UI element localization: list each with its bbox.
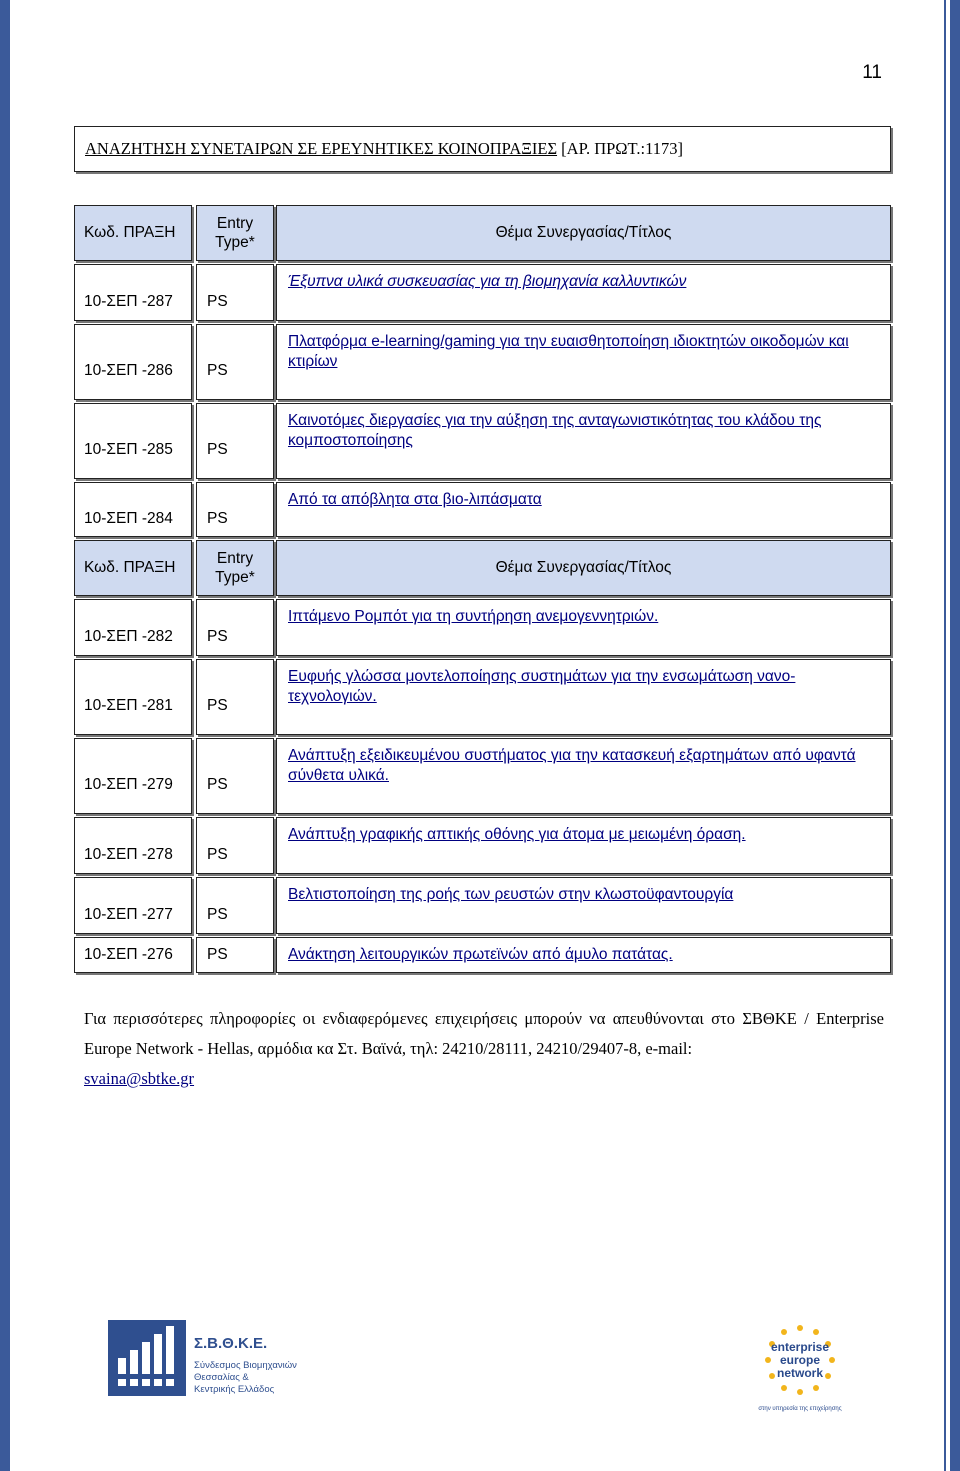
- row-code-label: 10-ΣΕΠ -277: [84, 905, 173, 923]
- row-code: [74, 324, 192, 400]
- sbtke-logo: [108, 1318, 318, 1398]
- header-topic-label: Θέμα Συνεργασίας/Τίτλος: [495, 559, 672, 576]
- header-topic: [276, 540, 891, 596]
- row-type-label: PS: [207, 697, 228, 714]
- row-topic: [276, 264, 891, 321]
- row-topic: [276, 403, 891, 479]
- sbtke-logo-line3: Κεντρικής Ελλάδος: [194, 1384, 275, 1395]
- row-code: [74, 877, 192, 934]
- row-type: [196, 324, 274, 400]
- row-code-label: 10-ΣΕΠ -286: [84, 362, 173, 379]
- footer-contact-text: [84, 1004, 884, 1094]
- row-code: [74, 482, 192, 537]
- row-type-label: PS: [207, 946, 228, 963]
- footer-text: Για περισσότερες πληροφορίες οι ενδιαφερόμενες επιχειρήσεις μπορούν να απευθύνονται στο ΣΒΘΚΕ / Enterprise Europe Network - Hellas, αρμόδια κα Στ. Βαϊνά, τηλ: 24210/28111, 24210/29407-8, e-mail:: [84, 1009, 884, 1058]
- row-type-label: PS: [207, 905, 228, 923]
- page-border-right: [950, 0, 960, 1471]
- row-type: [196, 937, 274, 973]
- row-type: [196, 659, 274, 735]
- row-code-label: 10-ΣΕΠ -281: [84, 697, 173, 714]
- row-topic: [276, 659, 891, 735]
- row-topic: [276, 877, 891, 934]
- row-topic-link[interactable]: Ευφυής γλώσσα μοντελοποίησης συστημάτων για την ενσωμάτωση νανο-τεχνολογιών.: [288, 668, 796, 705]
- row-code: [74, 403, 192, 479]
- row-type: [196, 817, 274, 874]
- header-code-label: Κωδ. ΠΡΑΞΗ: [84, 559, 176, 576]
- contact-email-link[interactable]: svaina@sbtke.gr: [84, 1069, 195, 1088]
- row-code: [74, 659, 192, 735]
- row-type: [196, 599, 274, 656]
- row-code: [74, 599, 192, 656]
- row-type-label: PS: [207, 845, 228, 863]
- row-topic-link[interactable]: Από τα απόβλητα στα βιο-λιπάσματα: [288, 491, 542, 508]
- row-code-label: 10-ΣΕΠ -279: [84, 776, 173, 793]
- row-topic-link[interactable]: Ανάπτυξη γραφικής απτικής οθόνης για άτομα με μειωμένη όραση.: [288, 826, 746, 843]
- row-code-label: 10-ΣΕΠ -287: [84, 292, 173, 310]
- header-entry-type-label: Entry Type*: [215, 215, 255, 251]
- page-number: 11: [862, 62, 882, 83]
- row-topic: [276, 738, 891, 814]
- section-title-ref: [ΑΡ. ΠΡΩΤ.:1173]: [557, 139, 683, 158]
- row-topic: [276, 324, 891, 400]
- een-logo-mark: [746, 1318, 854, 1414]
- header-topic-label: Θέμα Συνεργασίας/Τίτλος: [495, 224, 672, 241]
- row-type-label: PS: [207, 292, 228, 310]
- row-code-label: 10-ΣΕΠ -276: [84, 946, 173, 963]
- row-topic-link[interactable]: Ιπτάμενο Ρομπότ για τη συντήρηση ανεμογεννητριών.: [288, 608, 659, 625]
- row-code-label: 10-ΣΕΠ -282: [84, 627, 173, 645]
- row-type-label: PS: [207, 441, 228, 458]
- row-type: [196, 403, 274, 479]
- page-border-left: [0, 0, 10, 1471]
- enterprise-europe-network-logo: [746, 1318, 854, 1414]
- row-topic: [276, 817, 891, 874]
- page-border-right-inner: [944, 0, 946, 1471]
- header-entry-type: [196, 205, 274, 261]
- header-code: [74, 540, 192, 596]
- row-type-label: PS: [207, 776, 228, 793]
- row-type: [196, 482, 274, 537]
- row-topic: [276, 937, 891, 973]
- row-topic-link[interactable]: Καινοτόμες διεργασίες για την αύξηση της ανταγωνιστικότητας του κλάδου της κομποστοποίησης: [288, 412, 822, 449]
- row-type: [196, 264, 274, 321]
- row-topic: [276, 482, 891, 537]
- row-type-label: PS: [207, 627, 228, 645]
- row-code: [74, 738, 192, 814]
- een-logo-line1: enterprise: [770, 1340, 830, 1354]
- row-type-label: PS: [207, 362, 228, 379]
- row-code-label: 10-ΣΕΠ -284: [84, 509, 173, 527]
- een-logo-line3: network: [776, 1366, 824, 1380]
- header-entry-type-label: Entry Type*: [215, 550, 255, 586]
- sbtke-logo-line2: Θεσσαλίας &: [194, 1372, 249, 1383]
- row-code-label: 10-ΣΕΠ -285: [84, 441, 173, 458]
- row-topic-link[interactable]: Βελτιστοποίηση της ροής των ρευστών στην κλωστοϋφαντουργία: [288, 886, 734, 903]
- sbtke-logo-title: Σ.Β.Θ.Κ.Ε.: [194, 1335, 268, 1352]
- row-code: [74, 264, 192, 321]
- row-type: [196, 877, 274, 934]
- section-title: [74, 126, 891, 172]
- header-entry-type: [196, 540, 274, 596]
- row-code: [74, 817, 192, 874]
- row-topic-link[interactable]: Πλατφόρμα e-learning/gaming για την ευαισθητοποίηση ιδιοκτητών οικοδομών και κτιρίων: [288, 333, 849, 370]
- row-code: [74, 937, 192, 973]
- row-code-label: 10-ΣΕΠ -278: [84, 845, 173, 863]
- row-type-label: PS: [207, 509, 228, 527]
- header-code-label: Κωδ. ΠΡΑΞΗ: [84, 224, 176, 241]
- een-logo-line2: europe: [779, 1353, 821, 1367]
- een-logo-tagline: στην υπηρεσία της επιχείρησης: [758, 1406, 842, 1412]
- row-topic: [276, 599, 891, 656]
- row-topic-link[interactable]: Έξυπνα υλικά συσκευασίας για τη βιομηχανία καλλυντικών: [288, 273, 687, 290]
- section-title-main: ΑΝΑΖΗΤΗΣΗ ΣΥΝΕΤΑΙΡΩΝ ΣΕ ΕΡΕΥΝΗΤΙΚΕΣ ΚΟΙΝΟΠΡΑΞΙΕΣ: [85, 139, 558, 158]
- row-topic-link[interactable]: Ανάπτυξη εξειδικευμένου συστήματος για την κατασκευή εξαρτημάτων από υφαντά σύνθετα υλικά.: [288, 747, 856, 784]
- sbtke-logo-mark: [108, 1318, 318, 1398]
- row-topic-link[interactable]: Ανάκτηση λειτουργικών πρωτεϊνών από άμυλο πατάτας.: [288, 946, 673, 963]
- header-topic: [276, 205, 891, 261]
- row-type: [196, 738, 274, 814]
- header-code: [74, 205, 192, 261]
- sbtke-logo-line1: Σύνδεσμος Βιομηχανιών: [194, 1360, 297, 1371]
